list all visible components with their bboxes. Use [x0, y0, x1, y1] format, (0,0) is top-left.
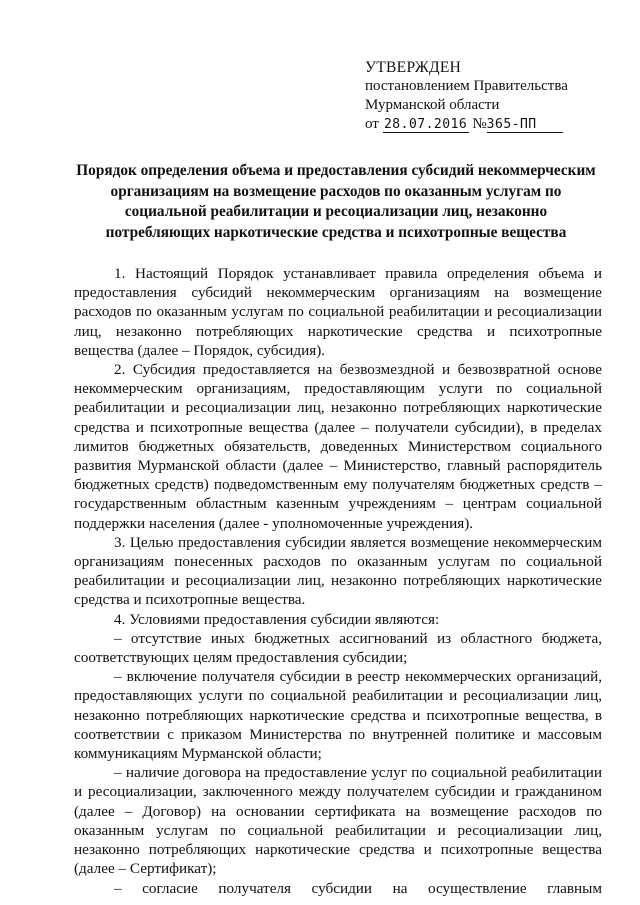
condition-item-1: – отсутствие иных бюджетных ассигнований из областного бюджета, соответствующих целям предоставления субсидии;: [74, 629, 602, 667]
approval-date: 28.07.2016: [383, 117, 468, 132]
paragraph-1: 1. Настоящий Порядок устанавливает правила определения объема и предоставления субсидий некоммерческим организациям на возмещение расходов по оказанным услугам по социальной реабилитации и ресоциализации лиц, незаконно потребляющих наркотические средства и психотропные вещества (далее – Порядок, субсидия).: [74, 265, 602, 359]
approval-line-2: Мурманской области: [365, 97, 500, 113]
condition-item-2: – включение получателя субсидии в реестр некоммерческих организаций, предоставляющих услуги по социальной реабилитации и ресоциализации лиц, незаконно потребляющих наркотические средства и психотропные вещества, в соответствии с приказом Министерства по внутренней политике и массовым коммуникациям Мурманской области;: [74, 668, 602, 763]
paragraph-2: 2. Субсидия предоставляется на безвозмездной и безвозвратной основе некоммерческим организациям, предоставляющим услуги по социальной реабилитации и ресоциализации лиц, незаконно потребляющих наркотические средства и психотропные вещества (далее – получатели субсидии), в пределах лимитов бюджетных обязательств, доведенных Министерством социального развития Мурманской области (далее – Министерство, главный распорядитель бюджетных средств) подведомственным ему получателям бюджетных средств – государственным областным казенным учреждениям – центрам социальной поддержки населения (далее - уполномоченные учреждения).: [74, 361, 602, 532]
condition-item-4: – согласие получателя субсидии на осуществление главным: [114, 879, 602, 897]
approval-stamp: [365, 58, 605, 134]
approval-date-line: [365, 115, 605, 134]
document-body: [74, 264, 602, 898]
paragraph-3: 3. Целью предоставления субсидии является возмещение некоммерческим организациям понесенных расходов по оказанным услугам по социальной реабилитации и ресоциализации лиц, незаконно потребляющих наркотические средства и психотропные вещества.: [74, 533, 602, 609]
number-sign: №: [472, 116, 487, 132]
approval-line-1: постановлением Правительства: [365, 78, 568, 94]
condition-item-3: – наличие договора на предоставление услуг по социальной реабилитации и ресоциализации, заключенного между получателем субсидии и гражданином (далее – Договор) на основании сертификата на возмещение расходов по оказанным услугам по социальной реабилитации и ресоциализации лиц, незаконно потребляющих наркотические средства и психотропные вещества (далее – Сертификат);: [74, 764, 602, 878]
paragraph-4: 4. Условиями предоставления субсидии являются:: [114, 610, 440, 628]
document-title: Порядок определения объема и предоставления субсидий некоммерческим организациям на возмещение расходов по оказанным услугам по социальной реабилитации и ресоциализации лиц, незаконно потребляющих наркотические средства и психотропные вещества: [76, 162, 596, 241]
date-prefix: от: [365, 116, 379, 132]
approval-heading: УТВЕРЖДЕН: [365, 59, 462, 76]
approval-number: 365-ПП: [487, 117, 563, 133]
